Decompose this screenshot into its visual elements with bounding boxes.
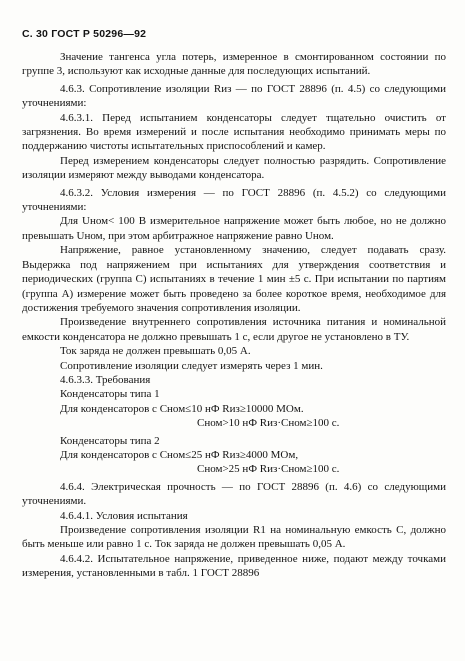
paragraph: Для конденсаторов с Сном≤25 нФ Rиз≥4000 МОм,	[60, 448, 299, 461]
paragraph: Для конденсаторов с Сном≤10 нФ Rиз≥10000 МОм.	[60, 402, 304, 415]
paragraph: Значение тангенса угла потерь, измеренное в смонтированном состоянии по группе 3, используют как исходные данные для последующих испытаний.	[22, 51, 446, 78]
paragraph: Произведение внутреннего сопротивления источника питания и номинальной емкости конденсатора не должно превышать 1 с, если другое не установлено в ТУ.	[22, 316, 446, 343]
paragraph: Конденсаторы типа 1	[60, 388, 160, 401]
paragraph: 4.6.4.2. Испытательное напряжение, приведенное ниже, подают между точками измерения, установленными в табл. 1 ГОСТ 28896	[22, 552, 446, 580]
paragraph: Перед измерением конденсаторы следует полностью разрядить. Сопротивление изоляции измеряют между выводами конденсатора.	[22, 154, 446, 182]
paragraph: Для Uном< 100 В измерительное напряжение может быть любое, но не должно превышать Uном, при этом арбитражное напряжение равно Uном.	[22, 215, 446, 242]
paragraph: 4.6.4.1. Условия испытания	[60, 509, 188, 522]
paragraph: Сном>25 нФ Rиз·Сном≥100 с.	[197, 463, 340, 476]
paragraph: Ток заряда не должен превышать 0,05 А.	[60, 345, 251, 358]
paragraph: 4.6.3.3. Требования	[60, 373, 151, 386]
document-body	[22, 50, 446, 581]
paragraph: 4.6.3.2. Условия измерения — по ГОСТ 28896 (п. 4.5.2) со следующими уточнениями:	[22, 186, 446, 214]
paragraph: Произведение сопротивления изоляции R1 на номинальную емкость С, должно быть меньше или равно 1 с. Ток заряда не должен превышать 0,05 А.	[22, 524, 446, 551]
paragraph: 4.6.4. Электрическая прочность — по ГОСТ 28896 (п. 4.6) со следующими уточнениями.	[22, 480, 446, 508]
page-header: С. 30 ГОСТ Р 50296—92	[22, 28, 147, 40]
paragraph: Сном>10 нФ Rиз·Сном≥100 с.	[197, 417, 340, 430]
paragraph: Конденсаторы типа 2	[60, 434, 160, 447]
paragraph: Сопротивление изоляции следует измерять через 1 мин.	[60, 359, 323, 372]
paragraph: 4.6.3.1. Перед испытанием конденсаторы следует тщательно очистить от загрязнения. Во время измерений и после испытания необходимо принимать меры по поддержанию чистоты испытательных приспособлений и камер.	[22, 111, 446, 153]
paragraph: 4.6.3. Сопротивление изоляции Rиз — по ГОСТ 28896 (п. 4.5) со следующими уточнениями:	[22, 82, 446, 110]
paragraph: Напряжение, равное установленному значению, следует подавать сразу. Выдержка под напряжением при испытаниях для утверждения соответствия и периодических (группа С) испытаниях в течение 1 мин ±5 с. При испытании по партиям (группа А) измерение может быть проведено за более короткое время, необходимое для достижения требуемого значения сопротивления изоляции.	[22, 244, 446, 314]
